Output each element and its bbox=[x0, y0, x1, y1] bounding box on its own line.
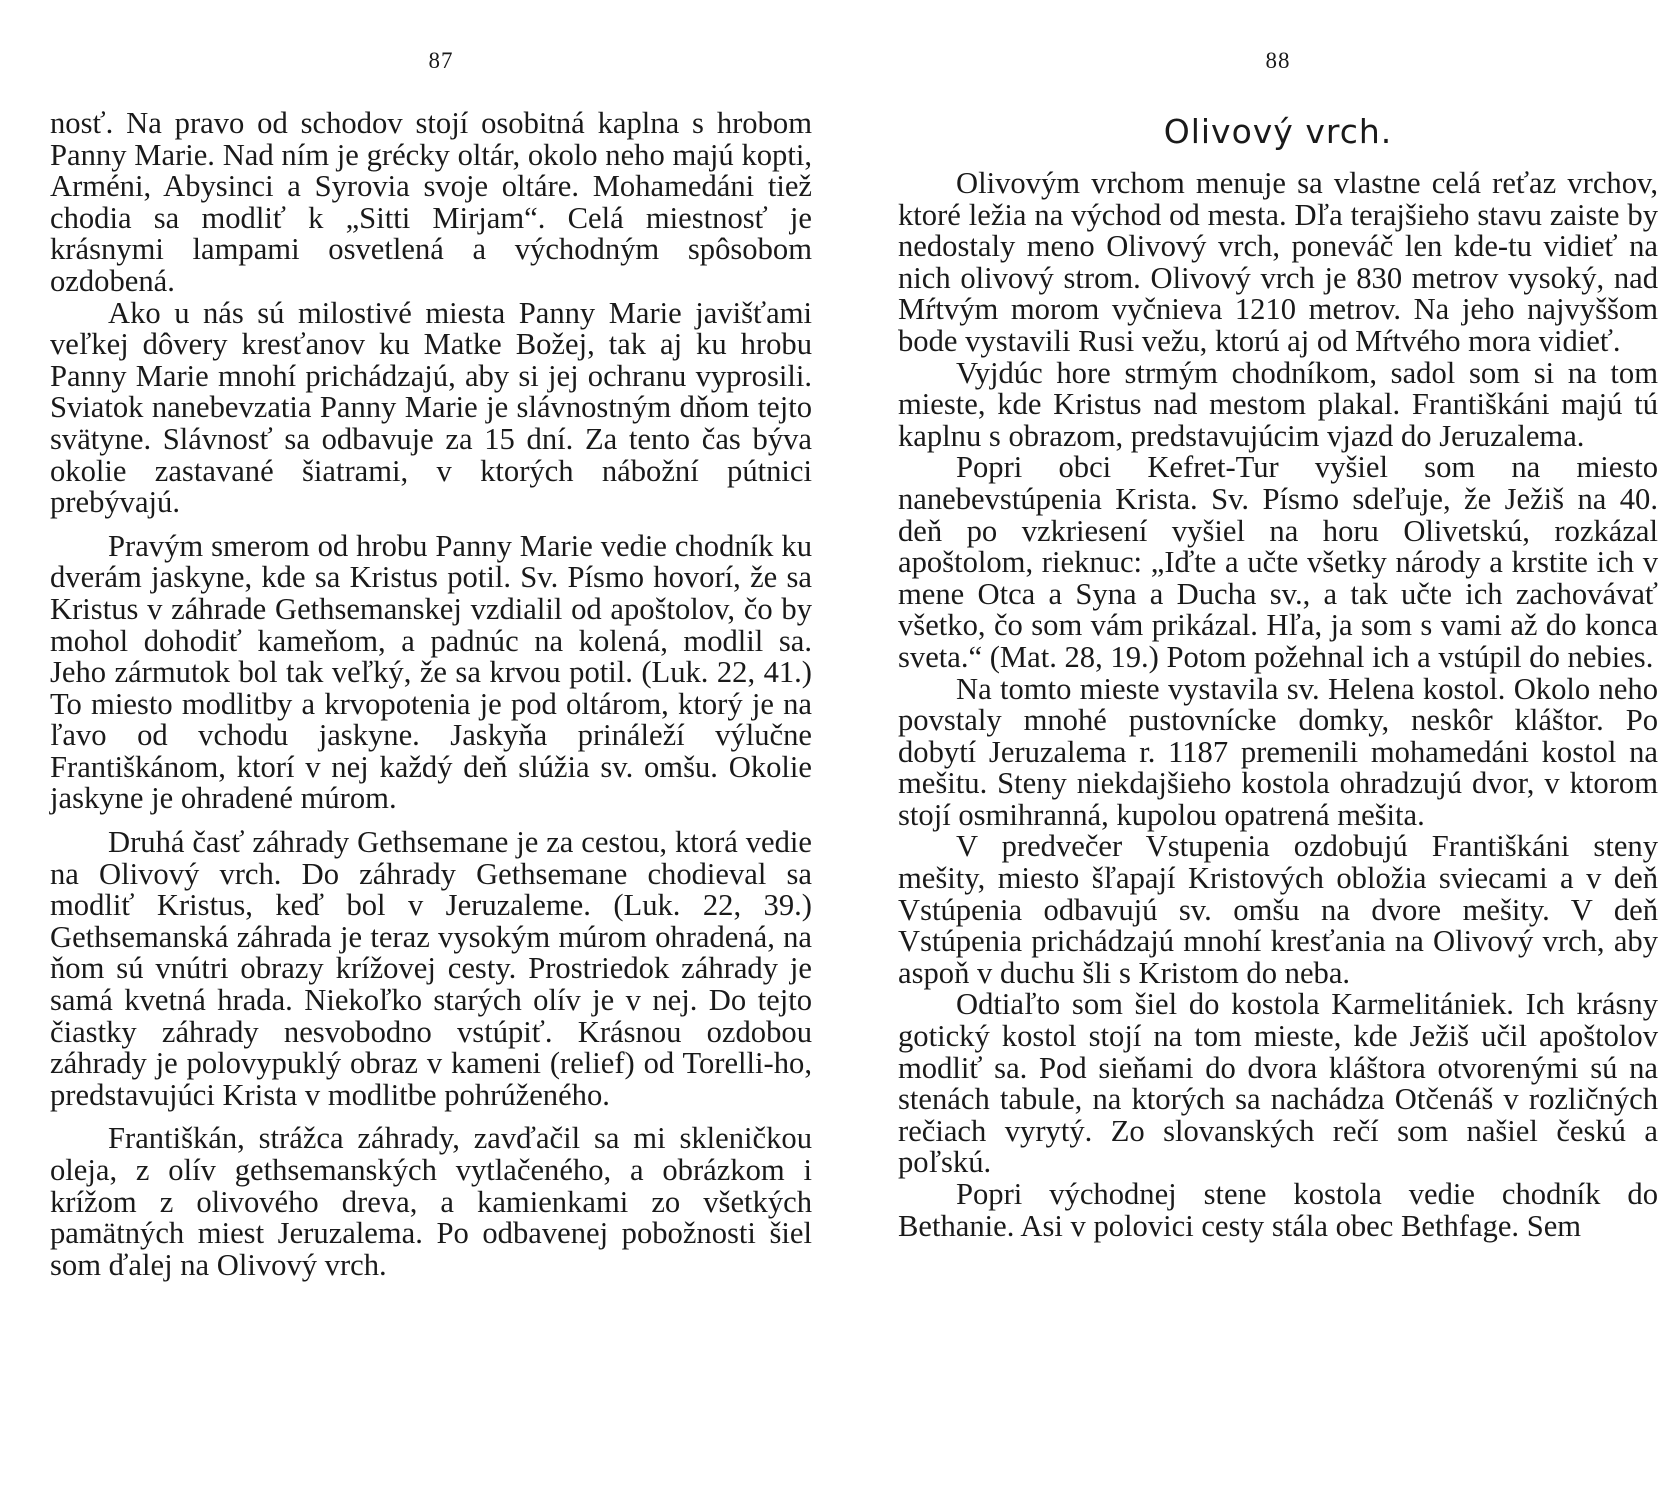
page-number: 87 bbox=[428, 48, 454, 73]
paragraph: Olivovým vrchom menuje sa vlastne celá reťaz vrchov, ktoré ležia na východ od mesta. Dľa terajšieho stavu zaiste by nedostaly meno Olivový vrch, poneváč len kde-tu vidieť na nich olivový strom. Olivový vrch je 830 metrov vysoký, nad Mŕtvým morom vyčnieva 1210 metrov. Na jeho najvyššom bode vystavili Rusi vežu, ktorú aj od Mŕtvého mora vidieť. bbox=[898, 166, 1658, 358]
section-heading: Olivový vrch. bbox=[1163, 112, 1393, 151]
paragraph: Druhá časť záhrady Gethsemane je za cestou, ktorá vedie na Olivový vrch. Do záhrady Gethsemane chodieval sa modliť Kristus, keď bol v Jeruzaleme. (Luk. 22, 39.) Gethsemanská záhrada je teraz vysokým múrom ohradená, na ňom sú vnútri obrazy krížovej cesty. Prostriedok záhrady je samá kvetná hrada. Niekoľko starých olív je v nej. Do tejto čiastky záhrady nesvobodno vstúpiť. Krásnou ozdobou záhrady je polovypuklý obraz v kameni (relief) od Torelli-ho, predstavujúci Krista v modlitbe pohrúženého. bbox=[50, 825, 812, 1112]
paragraph: Vyjdúc hore strmým chodníkom, sadol som si na tom mieste, kde Kristus nad mestom plakal. Františkáni majú tú kaplnu s obrazom, predstavujúcim vjazd do Jeruzalema. bbox=[898, 355, 1658, 453]
page-body bbox=[898, 168, 1658, 1242]
paragraph: Františkán, strážca záhrady, zavďačil sa mi skleničkou oleja, z olív gethsemanských vytlačeného, a obrázkom i krížom z olivového dreva, a kamienkami zo všetkých pamätných miest Jeruzalema. Po odbavenej pobožnosti šiel som ďalej na Olivový vrch. bbox=[50, 1121, 812, 1282]
page-body bbox=[50, 108, 812, 1281]
paragraph: Na tomto mieste vystavila sv. Helena kostol. Okolo neho povstaly mnohé pustovnícke domky, neskôr kláštor. Po dobytí Jeruzalema r. 1187 premenili mohamedáni kostol na mešitu. Steny niekdajšieho kostola ohradzujú dvor, v ktorom stojí osmihranná, kupolou opatrená mešita. bbox=[898, 671, 1658, 832]
paragraph: V predvečer Vstupenia ozdobujú Františkáni steny mešity, miesto šľapají Kristových obložia sviecami a v deň Vstúpenia odbavujú sv. omšu na dvore mešity. V deň Vstúpenia prichádzajú mnohí kresťania na Olivový vrch, aby aspoň v duchu šli s Kristom do neba. bbox=[898, 829, 1658, 990]
right-page bbox=[898, 0, 1658, 1500]
paragraph: Ako u nás sú milostivé miesta Panny Marie javišťami veľkej dôvery kresťanov ku Matke Božej, tak aj ku hrobu Panny Marie mnohí prichádzajú, aby si jej ochranu vyprosili. Sviatok nanebevzatia Panny Marie je slávnostným dňom tejto svätyne. Slávnosť sa odbavuje za 15 dní. Za tento čas býva okolie zastavané šiatrami, v ktorých nábožní pútnici prebývajú. bbox=[50, 295, 812, 520]
paragraph: Pravým smerom od hrobu Panny Marie vedie chodník ku dverám jaskyne, kde sa Kristus potil. Sv. Písmo hovorí, že sa Kristus v záhrade Gethsemanskej vzdialil od apoštolov, čo by mohol dohodiť kameňom, a padnúc na kolená, modlil sa. Jeho zármutok bol tak veľký, že sa krvou potil. (Luk. 22, 41.) To miesto modlitby a krvopotenia je pod oltárom, ktorý je na ľavo od vchodu jaskyne. Jaskyňa prináleží výlučne Františkánom, ktorí v nej každý deň slúžia sv. omšu. Okolie jaskyne je ohradené múrom. bbox=[50, 528, 812, 816]
left-page bbox=[50, 0, 812, 1500]
paragraph: Odtiaľto som šiel do kostola Karmelitániek. Ich krásny gotický kostol stojí na tom mieste, kde Ježiš učil apoštolov modliť sa. Pod sieňami do dvora kláštora otvorenými sú na stenách tabule, na ktorých sa nachádza Otčenáš v rozličných rečiach vyrytý. Zo slovanských rečí som našiel českú a poľskú. bbox=[898, 987, 1658, 1180]
paragraph: Popri obci Kefret-Tur vyšiel som na miesto nanebevstúpenia Krista. Sv. Písmo sdeľuje, že Ježiš na 40. deň po vzkriesení vyšiel na horu Olivetskú, rozkázal apoštolom, rieknuc: „Iďte a učte všetky národy a krstite ich v mene Otca a Syna a Ducha sv., a tak učte ich zachovávať všetko, čo som vám prikázal. Hľa, ja som s vami až do konca sveta.“ (Mat. 28, 19.) Potom požehnal ich a vstúpil do nebies. bbox=[898, 450, 1658, 674]
page-number: 88 bbox=[1265, 48, 1291, 73]
paragraph: nosť. Na pravo od schodov stojí osobitná kaplna s hrobom Panny Marie. Nad ním je grécky oltár, okolo neho majú kopti, Arméni, Abysinci a Syrovia svoje oltáre. Mohamedáni tiež chodia sa modliť k „Sitti Mirjam“. Celá miestnosť je krásnymi lampami osvetlená a východným spôsobom ozdobená. bbox=[50, 106, 812, 298]
paragraph: Popri východnej stene kostola vedie chodník do Bethanie. Asi v polovici cesty stála obec Bethfage. Sem bbox=[898, 1177, 1658, 1243]
